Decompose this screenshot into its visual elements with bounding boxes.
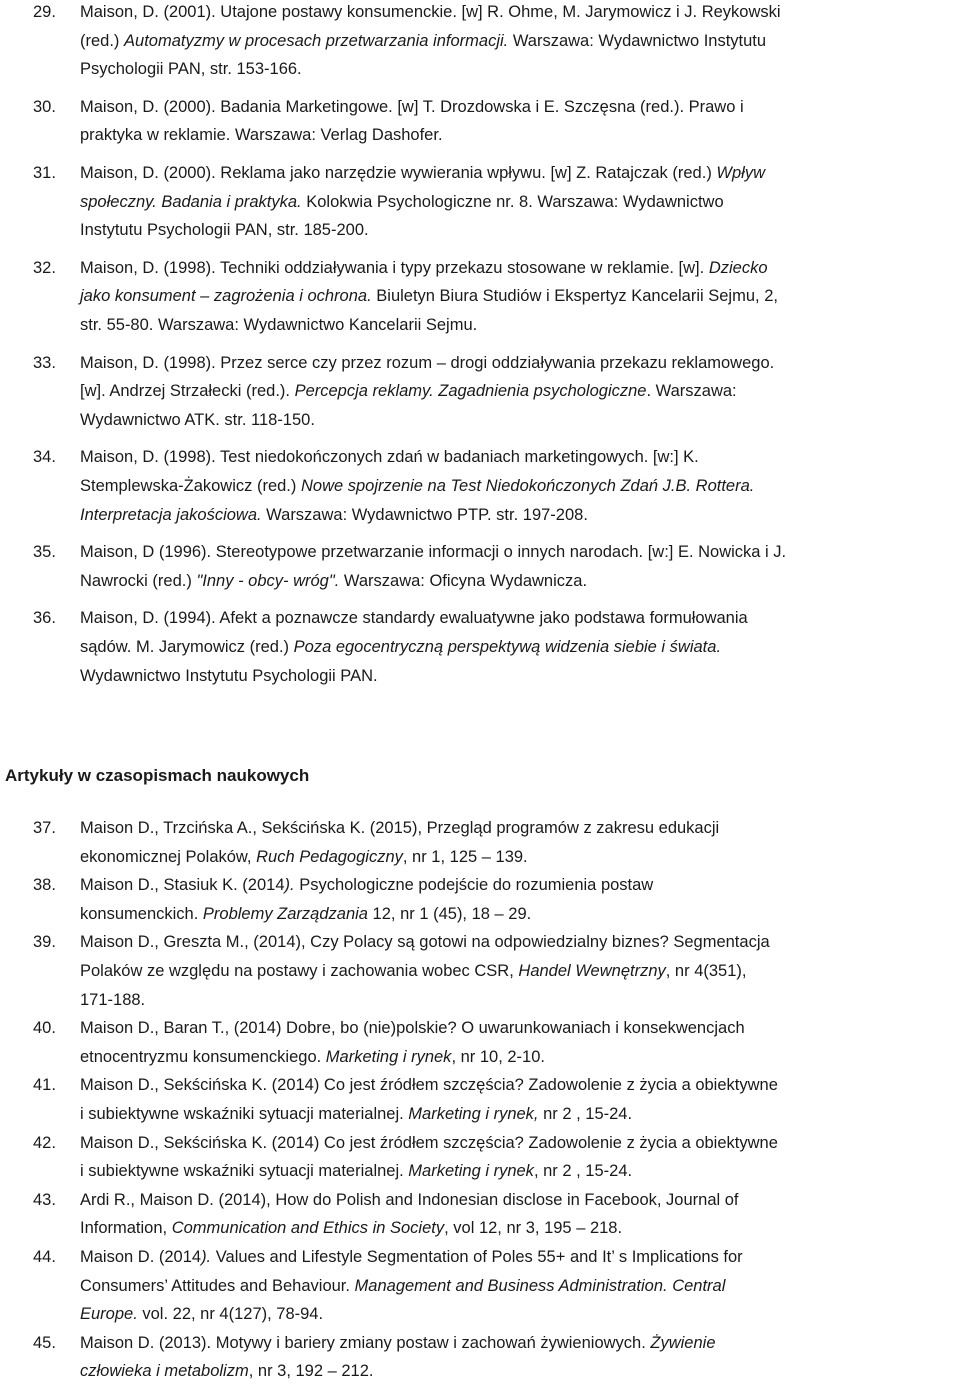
reference-line: [80, 900, 960, 929]
text-segment: Instytutu Psychologii PAN, str. 185-200.: [80, 221, 369, 240]
text-segment: Wydawnictwo ATK. str. 118-150.: [80, 410, 315, 429]
reference-text: [80, 871, 960, 928]
reference-number: 43.: [33, 1190, 56, 1209]
italic-segment: jako konsument – zagrożenia i ochrona.: [80, 287, 372, 306]
text-segment: Maison, D. (1994). Afekt a poznawcze standardy ewaluatywne jako podstawa formułowania: [80, 609, 748, 628]
text-segment: i subiektywne wskaźniki sytuacji materialnej.: [80, 1162, 409, 1181]
reference-text: [80, 443, 960, 529]
reference-number: 33.: [33, 353, 56, 372]
reference-text: [80, 93, 960, 150]
text-segment: Warszawa: Wydawnictwo PTP. str. 197-208.: [261, 505, 588, 524]
reference-text: [80, 928, 960, 1014]
text-segment: Maison, D. (1998). Test niedokończonych zdań w badaniach marketingowych. [w:] K.: [80, 448, 699, 467]
text-segment: , nr 4(351),: [665, 961, 747, 980]
text-segment: str. 55-80. Warszawa: Wydawnictwo Kancelarii Sejmu.: [80, 315, 478, 334]
reference-text: [80, 1071, 960, 1128]
reference-text: [80, 159, 960, 245]
italic-segment: społeczny. Badania i praktyka.: [80, 192, 302, 211]
reference-line: [80, 1014, 960, 1043]
text-segment: Maison D. (2014: [80, 1248, 202, 1266]
text-segment: , nr 1, 125 – 139.: [402, 847, 528, 866]
reference-line: [80, 1043, 960, 1072]
reference-line: [80, 1100, 960, 1129]
reference-line: [80, 159, 960, 188]
italic-segment: Automatyzmy w procesach przetwarzania informacji.: [124, 31, 509, 50]
text-segment: Maison, D. (1998). Techniki oddziaływania i typy przekazu stosowane w reklamie. [w].: [80, 258, 709, 277]
reference-number: 40.: [33, 1019, 56, 1038]
reference-number: 29.: [33, 3, 56, 21]
reference-line: [80, 633, 960, 662]
reference-number: 45.: [33, 1333, 56, 1352]
reference-line: [80, 843, 960, 872]
reference-number: 38.: [33, 876, 56, 895]
italic-segment: Percepcja reklamy. Zagadnienia psychologiczne: [294, 382, 647, 401]
text-segment: Maison, D. (2001). Utajone postawy konsumenckie. [w] R. Ohme, M. Jarymowicz i J. Reykowski: [80, 3, 781, 21]
reference-line: [80, 1272, 960, 1301]
text-segment: Maison D., Baran T., (2014) Dobre, bo (nie)polskie? O uwarunkowaniach i konsekwencjach: [80, 1019, 745, 1038]
italic-segment: Handel Wewnętrzny: [518, 961, 666, 980]
text-segment: . Warszawa:: [646, 382, 737, 401]
reference-line: [80, 928, 960, 957]
reference-number: 35.: [33, 543, 56, 562]
italic-segment: Europe.: [80, 1305, 138, 1324]
italic-segment: Marketing i rynek: [408, 1162, 534, 1181]
reference-line: [80, 27, 960, 56]
reference-line: [80, 662, 960, 691]
text-segment: Maison, D. (1998). Przez serce czy przez rozum – drogi oddziaływania przekazu reklamowego.: [80, 353, 775, 372]
reference-line: [80, 349, 960, 378]
text-segment: Maison D., Sekścińska K. (2014) Co jest źródłem szczęścia? Zadowolenie z życia a obiektywne: [80, 1133, 778, 1152]
text-segment: vol. 22, nr 4(127), 78-94.: [137, 1305, 324, 1324]
reference-line: [80, 1129, 960, 1158]
reference-number: 41.: [33, 1076, 56, 1095]
text-segment: Values and Lifestyle Segmentation of Poles 55+ and It’ s Implications for: [211, 1248, 743, 1266]
reference-text: [80, 1186, 960, 1243]
text-segment: Consumers’ Attitudes and Behaviour.: [80, 1276, 355, 1295]
reference-line: [80, 406, 960, 435]
reference-line: [80, 93, 960, 122]
text-segment: etnocentryzmu konsumenckiego.: [80, 1047, 326, 1066]
text-segment: Maison D., Stasiuk K. (2014: [80, 876, 285, 895]
reference-line: [80, 1186, 960, 1215]
reference-line: [80, 1300, 960, 1329]
text-segment: Kolokwia Psychologiczne nr. 8. Warszawa: Wydawnictwo: [301, 192, 724, 211]
reference-text: [80, 349, 960, 435]
reference-line: [80, 1071, 960, 1100]
italic-segment: Ruch Pedagogiczny: [256, 847, 403, 866]
text-segment: Stemplewska-Żakowicz (red.): [80, 476, 301, 495]
text-segment: Polaków ze względu na postawy i zachowania wobec CSR,: [80, 961, 519, 980]
italic-segment: ).: [201, 1248, 212, 1266]
reference-text: [80, 1329, 960, 1386]
italic-segment: Interpretacja jakościowa.: [80, 505, 262, 524]
text-segment: ekonomicznej Polaków,: [80, 847, 257, 866]
reference-line: [80, 0, 960, 27]
reference-text: [80, 0, 960, 84]
text-segment: Information,: [80, 1219, 172, 1238]
reference-line: [80, 814, 960, 843]
reference-line: [80, 957, 960, 986]
reference-line: [80, 871, 960, 900]
reference-number: 30.: [33, 97, 56, 116]
italic-segment: Communication and Ethics in Society: [171, 1219, 445, 1238]
text-segment: Maison D., Sekścińska K. (2014) Co jest źródłem szczęścia? Zadowolenie z życia a obiektywne: [80, 1076, 778, 1095]
text-segment: Biuletyn Biura Studiów i Ekspertyz Kancelarii Sejmu, 2,: [371, 287, 778, 306]
text-segment: Nawrocki (red.): [80, 571, 197, 590]
reference-line: [80, 1329, 960, 1358]
reference-line: [80, 188, 960, 217]
reference-line: [80, 377, 960, 406]
text-segment: Ardi R., Maison D. (2014), How do Polish and Indonesian disclose in Facebook, Journal of: [80, 1190, 739, 1209]
text-segment: sądów. M. Jarymowicz (red.): [80, 637, 294, 656]
text-segment: nr 2 , 15-24.: [538, 1104, 633, 1123]
reference-line: [80, 282, 960, 311]
text-segment: Maison, D (1996). Stereotypowe przetwarzanie informacji o innych narodach. [w:] E. Nowicka i J.: [80, 543, 787, 562]
reference-text: [80, 1243, 960, 1329]
text-segment: Maison D., Trzcińska A., Sekścińska K. (2015), Przegląd programów z zakresu edukacji: [80, 819, 720, 837]
italic-segment: Poza egocentryczną perspektywą widzenia siebie i świata.: [293, 637, 722, 656]
text-segment: Maison D. (2013). Motywy i bariery zmiany postaw i zachowań żywieniowych.: [80, 1333, 651, 1352]
italic-segment: Management and Business Administration. Central: [354, 1276, 726, 1295]
reference-line: [80, 472, 960, 501]
reference-number: 37.: [33, 819, 56, 837]
italic-segment: "Inny - obcy- wróg".: [196, 571, 340, 590]
text-segment: 12, nr 1 (45), 18 – 29.: [367, 904, 532, 923]
reference-number: 42.: [33, 1133, 56, 1152]
text-segment: praktyka w reklamie. Warszawa: Verlag Dashofer.: [80, 126, 443, 145]
reference-line: [80, 604, 960, 633]
reference-number: 32.: [33, 258, 56, 277]
italic-segment: Marketing i rynek,: [408, 1104, 539, 1123]
reference-text: [80, 254, 960, 340]
reference-line: [80, 1243, 960, 1272]
reference-line: [80, 311, 960, 340]
reference-line: [80, 254, 960, 283]
reference-number: 36.: [33, 609, 56, 628]
reference-text: [80, 814, 960, 871]
reference-line: [80, 55, 960, 84]
text-segment: , vol 12, nr 3, 195 – 218.: [444, 1219, 623, 1238]
reference-line: [80, 1157, 960, 1186]
reference-number: 31.: [33, 164, 56, 182]
text-segment: Wydawnictwo Instytutu Psychologii PAN.: [80, 666, 378, 685]
italic-segment: Dziecko: [708, 258, 768, 277]
italic-segment: ).: [284, 876, 295, 895]
text-segment: 171-188.: [80, 990, 146, 1009]
reference-number: 44.: [33, 1248, 56, 1266]
reference-line: [80, 1214, 960, 1243]
text-segment: Psychologiczne podejście do rozumienia postaw: [294, 876, 654, 895]
reference-line: [80, 1357, 960, 1386]
italic-segment: Nowe spojrzenie na Test Niedokończonych Zdań J.B. Rottera.: [300, 476, 755, 495]
reference-line: [80, 121, 960, 150]
section-heading: Artykuły w czasopismach naukowych: [5, 766, 310, 785]
italic-segment: Żywienie: [650, 1333, 716, 1352]
text-segment: , nr 3, 192 – 212.: [248, 1362, 374, 1381]
reference-line: [80, 443, 960, 472]
reference-line: [80, 986, 960, 1015]
italic-segment: Problemy Zarządzania: [202, 904, 368, 923]
reference-line: [80, 216, 960, 245]
text-segment: , nr 2 , 15-24.: [533, 1162, 633, 1181]
text-segment: Warszawa: Oficyna Wydawnicza.: [339, 571, 588, 590]
text-segment: i subiektywne wskaźniki sytuacji materialnej.: [80, 1104, 409, 1123]
text-segment: (red.): [80, 31, 125, 50]
text-segment: Psychologii PAN, str. 153-166.: [80, 60, 302, 79]
reference-line: [80, 501, 960, 530]
italic-segment: człowieka i metabolizm: [80, 1362, 249, 1381]
reference-text: [80, 1129, 960, 1186]
reference-text: [80, 538, 960, 595]
text-segment: , nr 10, 2-10.: [451, 1047, 545, 1066]
reference-text: [80, 604, 960, 690]
text-segment: Maison, D. (2000). Badania Marketingowe. [w] T. Drozdowska i E. Szczęsna (red.). Prawo i: [80, 97, 744, 116]
text-segment: konsumenckich.: [80, 904, 203, 923]
reference-number: 34.: [33, 448, 56, 467]
text-segment: Maison D., Greszta M., (2014), Czy Polacy są gotowi na odpowiedzialny biznes? Segmentacja: [80, 933, 770, 952]
text-segment: [w]. Andrzej Strzałecki (red.).: [80, 382, 295, 401]
italic-segment: Wpływ: [716, 164, 765, 182]
reference-line: [80, 538, 960, 567]
text-segment: Maison, D. (2000). Reklama jako narzędzie wywierania wpływu. [w] Z. Ratajczak (red.): [80, 164, 717, 182]
reference-text: [80, 1014, 960, 1071]
reference-line: [80, 567, 960, 596]
italic-segment: Marketing i rynek: [325, 1047, 452, 1066]
reference-number: 39.: [33, 933, 56, 952]
text-segment: Warszawa: Wydawnictwo Instytutu: [508, 31, 767, 50]
